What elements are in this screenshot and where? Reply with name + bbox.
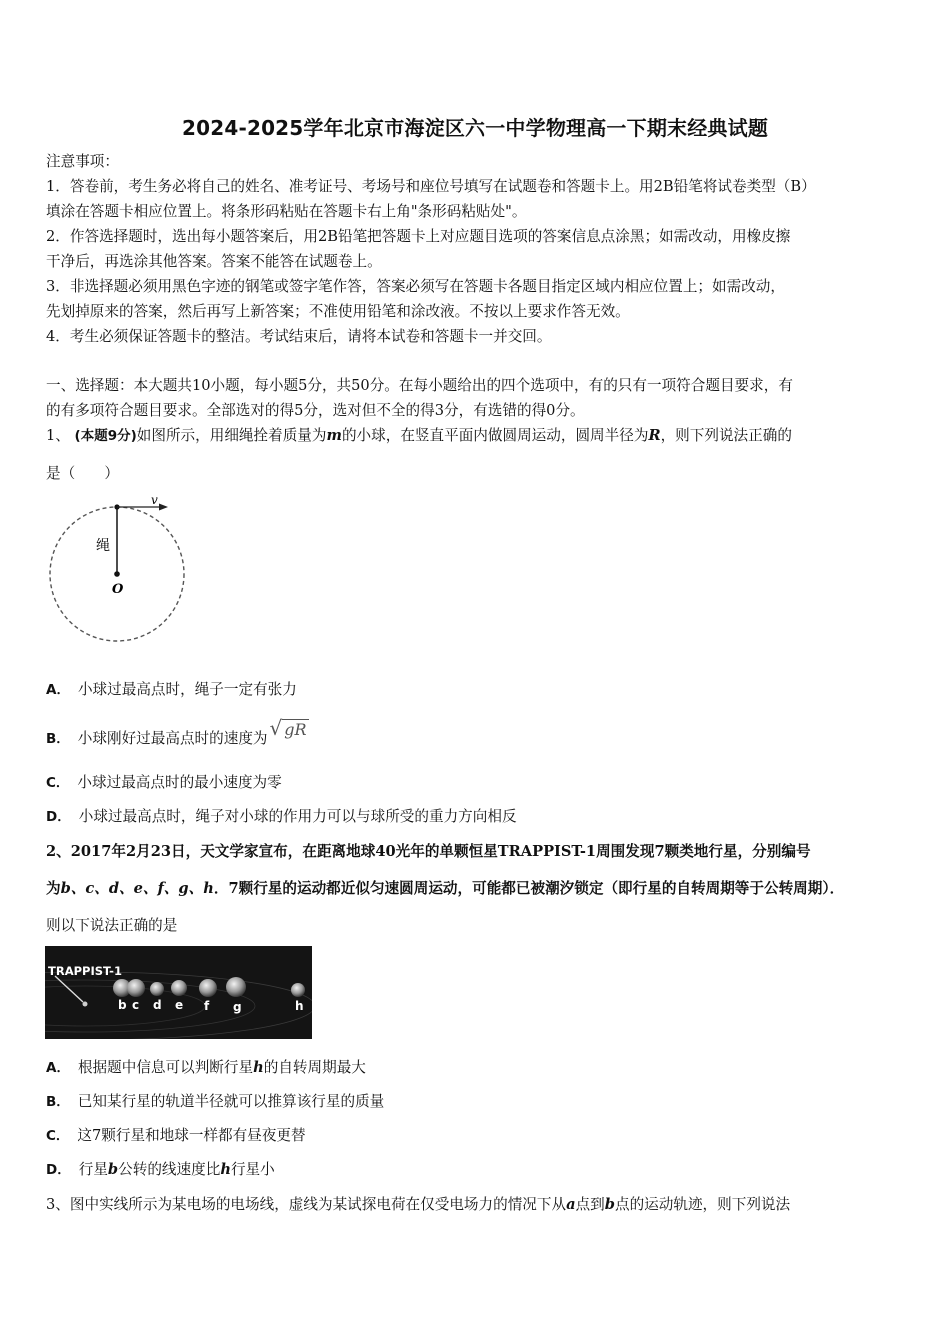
- sqrt-formula: √ gR: [269, 716, 307, 740]
- planet-label: b: [118, 998, 127, 1012]
- option-text: 行星: [78, 1161, 108, 1178]
- question-1-stem-line2: 是（ ）: [46, 465, 119, 482]
- stem-text: 点的运动轨迹，则下列说法: [614, 1196, 791, 1213]
- arrow-head: [159, 504, 168, 511]
- star: [83, 1002, 88, 1007]
- variable-h: h: [220, 1161, 231, 1178]
- q2-option-b: [46, 1092, 384, 1112]
- variable-a: a: [566, 1196, 576, 1213]
- q2-option-c: [46, 1126, 306, 1146]
- planet-f: [199, 979, 217, 997]
- option-key: B．: [46, 1094, 70, 1110]
- option-text: 公转的线速度比: [118, 1161, 221, 1178]
- option-text: 这7颗行星和地球一样都有昼夜更替: [77, 1127, 306, 1144]
- planet-label: c: [132, 998, 140, 1012]
- option-text: 行星小: [230, 1161, 275, 1178]
- stem-text: 的小球，在竖直平面内做圆周运动，圆周半径为: [341, 427, 649, 444]
- planet-label: d: [153, 998, 162, 1012]
- option-key: D．: [46, 1162, 71, 1178]
- question-2-stem: 2、2017年2月23日，天文学家宣布，在距离地球40光年的单颗恒星TRAPPIST-1周围发现7颗类地行星，分别编号: [46, 843, 811, 860]
- notice-line: 2．作答选择题时，选出每小题答案后，用2B铅笔把答题卡上对应题目选项的答案信息点涂黑；如需改动，用橡皮擦: [46, 228, 791, 245]
- q1-option-c: [46, 773, 282, 793]
- circular-motion-figure: [46, 494, 190, 650]
- stem-text: 点到: [575, 1196, 605, 1213]
- stem-text: ．7颗行星的运动都近似匀速圆周运动，可能都已被潮汐锁定（即行星的自转周期等于公转周期）．: [213, 880, 845, 897]
- option-key: C．: [46, 1128, 70, 1144]
- question-2-stem-line3: 则以下说法正确的是: [46, 917, 178, 934]
- center-label: O: [112, 582, 124, 597]
- notice-heading: 注意事项：: [46, 153, 119, 170]
- section-intro-line: 一、选择题：本大题共10小题，每小题5分，共50分。在每小题给出的四个选项中，有的只有一项符合题目要求，有: [46, 377, 793, 394]
- notice-line: 3．非选择题必须用黑色字迹的钢笔或签字笔作答，答案必须写在答题卡各题目指定区域内相应位置上；如需改动，: [46, 278, 785, 295]
- variable-m: m: [326, 427, 342, 444]
- stem-text: 如图所示，用细绳拴着质量为: [136, 427, 327, 444]
- trappist-figure: [45, 946, 312, 1039]
- planet-names: b、c、d、e、f、g、h: [60, 880, 214, 897]
- option-key: A．: [46, 682, 70, 698]
- option-text: 的自转周期最大: [263, 1059, 366, 1076]
- planet-label: g: [233, 1000, 242, 1014]
- planet-h: [291, 983, 305, 997]
- planet-label: e: [175, 998, 184, 1012]
- notice-line: 填涂在答题卡相应位置上。将条形码粘贴在答题卡右上角"条形码粘贴处"。: [46, 203, 527, 220]
- trappist-label: TRAPPIST-1: [48, 964, 122, 978]
- notice-line: 1．答卷前，考生务必将自己的姓名、准考证号、考场号和座位号填写在试题卷和答题卡上。用2B铅笔将试卷类型（B）: [46, 178, 816, 195]
- stem-text: ，则下列说法正确的: [660, 427, 792, 444]
- notice-line: 4．考生必须保证答题卡的整洁。考试结束后，请将本试卷和答题卡一并交回。: [46, 328, 552, 345]
- option-text: 小球过最高点时的最小速度为零: [77, 774, 282, 791]
- planet-e: [171, 980, 187, 996]
- q1-option-d: [46, 807, 517, 827]
- question-2-stem-line2: [46, 879, 912, 899]
- question-number: 1、: [46, 427, 70, 444]
- option-text: 小球过最高点时，绳子一定有张力: [77, 681, 297, 698]
- stem-text: 3、图中实线所示为某电场的电场线，虚线为某试探电荷在仅受电场力的情况下从: [46, 1196, 567, 1213]
- question-3-stem: [46, 1195, 912, 1215]
- option-text: 根据题中信息可以判断行星: [77, 1059, 254, 1076]
- q1-option-a: [46, 680, 297, 700]
- section-intro-line: 的有多项符合题目要求。全部选对的得5分，选对但不全的得3分，有选错的得0分。: [46, 402, 585, 419]
- question-points: (本题9分): [74, 428, 137, 444]
- stem-text: 为: [46, 880, 61, 897]
- variable-h: h: [253, 1059, 264, 1076]
- variable-R: R: [648, 427, 661, 444]
- option-text: 小球过最高点时，绳子对小球的作用力可以与球所受的重力方向相反: [78, 808, 517, 825]
- rope-label: 绳: [96, 538, 110, 554]
- variable-b: b: [604, 1196, 615, 1213]
- option-key: D．: [46, 809, 71, 825]
- planet-d: [150, 982, 164, 996]
- q1-option-b: [46, 716, 309, 749]
- page-title: 2024-2025学年北京市海淀区六一中学物理高一下期末经典试题: [181, 116, 769, 140]
- notice-line: 先划掉原来的答案，然后再写上新答案；不准使用铅笔和涂改液。不按以上要求作答无效。: [46, 303, 630, 320]
- variable-b: b: [107, 1161, 119, 1178]
- planet-c: [127, 979, 145, 997]
- planet-label: h: [295, 999, 304, 1013]
- option-text: 已知某行星的轨道半径就可以推算该行星的质量: [77, 1093, 385, 1110]
- option-key: A．: [46, 1060, 70, 1076]
- question-1-stem: [46, 426, 912, 446]
- planet-g: [226, 977, 246, 997]
- option-key: C．: [46, 775, 70, 791]
- planet-label: f: [204, 999, 210, 1013]
- velocity-label: v: [151, 494, 158, 507]
- notice-line: 干净后，再选涂其他答案。答案不能答在试题卷上。: [46, 253, 382, 270]
- q2-option-a: [46, 1058, 366, 1078]
- option-text: 小球刚好过最高点时的速度为: [77, 730, 268, 747]
- option-key: B．: [46, 731, 70, 747]
- formula-gR: gR: [284, 720, 307, 739]
- center-point: [114, 571, 120, 577]
- q2-option-d: [46, 1160, 275, 1180]
